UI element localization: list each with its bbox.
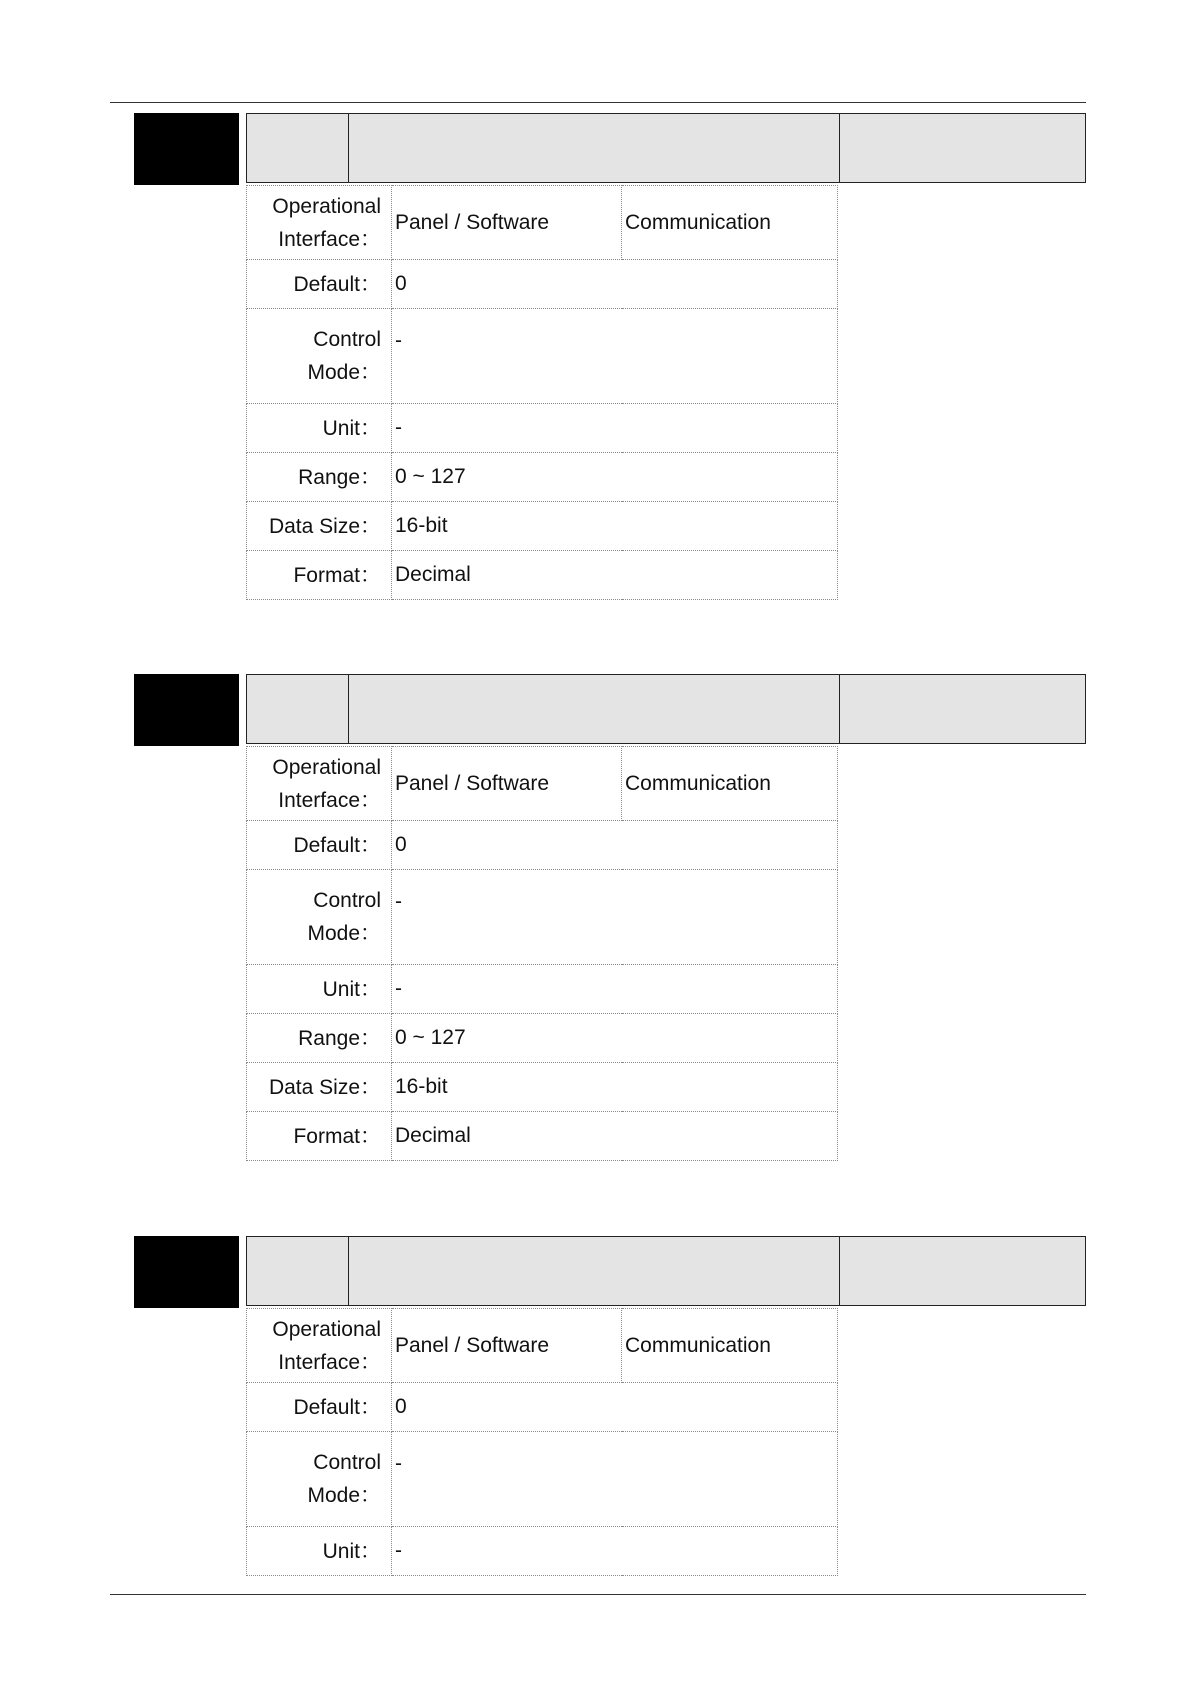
- range-value: 0 ~ 127: [392, 1014, 838, 1063]
- table-row: [247, 309, 838, 404]
- data-size-value: 16-bit: [392, 1063, 838, 1112]
- header-cell-name: [348, 675, 840, 743]
- table-row: [247, 821, 838, 870]
- range-value: 0 ~ 127: [392, 453, 838, 502]
- interface-option-panel: Panel / Software: [392, 186, 622, 260]
- unit-label: Unit：: [247, 1527, 392, 1576]
- parameter-header: [246, 113, 1086, 183]
- unit-value: -: [392, 1527, 838, 1576]
- table-row: [247, 186, 838, 260]
- format-label: Format：: [247, 1112, 392, 1161]
- header-cell-address: [839, 1237, 1086, 1305]
- unit-value: -: [392, 965, 838, 1014]
- table-row: [247, 965, 838, 1014]
- format-value: Decimal: [392, 551, 838, 600]
- table-row: [247, 747, 838, 821]
- header-cell-name: [348, 114, 840, 182]
- unit-value: -: [392, 404, 838, 453]
- table-row: [247, 1063, 838, 1112]
- parameter-header: [246, 1236, 1086, 1306]
- control-mode-value: -: [392, 870, 838, 965]
- parameter-table: [246, 185, 838, 600]
- header-cell-address: [839, 675, 1086, 743]
- table-row: [247, 1527, 838, 1576]
- table-row: [247, 1309, 838, 1383]
- default-value: 0: [392, 260, 838, 309]
- parameter-header: [246, 674, 1086, 744]
- format-label: Format：: [247, 551, 392, 600]
- format-value: Decimal: [392, 1112, 838, 1161]
- table-row: [247, 502, 838, 551]
- operational-interface-label: Operational Interface：: [247, 747, 392, 821]
- control-mode-label: Control Mode：: [247, 870, 392, 965]
- operational-interface-label: Operational Interface：: [247, 1309, 392, 1383]
- data-size-label: Data Size：: [247, 1063, 392, 1112]
- header-cell-code: [247, 675, 349, 743]
- interface-option-panel: Panel / Software: [392, 747, 622, 821]
- header-cell-name: [348, 1237, 840, 1305]
- table-row: [247, 1383, 838, 1432]
- table-row: [247, 1014, 838, 1063]
- top-rule: [110, 102, 1086, 103]
- table-row: [247, 453, 838, 502]
- interface-option-panel: Panel / Software: [392, 1309, 622, 1383]
- interface-option-communication: Communication: [622, 186, 838, 260]
- data-size-label: Data Size：: [247, 502, 392, 551]
- default-label: Default：: [247, 821, 392, 870]
- table-row: [247, 260, 838, 309]
- range-label: Range：: [247, 453, 392, 502]
- control-mode-value: -: [392, 1432, 838, 1527]
- control-mode-label: Control Mode：: [247, 1432, 392, 1527]
- unit-label: Unit：: [247, 965, 392, 1014]
- table-row: [247, 404, 838, 453]
- control-mode-label: Control Mode：: [247, 309, 392, 404]
- default-label: Default：: [247, 1383, 392, 1432]
- table-row: [247, 870, 838, 965]
- table-row: [247, 551, 838, 600]
- parameter-code-tab: [134, 113, 239, 185]
- data-size-value: 16-bit: [392, 502, 838, 551]
- parameter-table: [246, 746, 838, 1161]
- interface-option-communication: Communication: [622, 747, 838, 821]
- header-cell-code: [247, 1237, 349, 1305]
- parameter-code-tab: [134, 1236, 239, 1308]
- default-value: 0: [392, 1383, 838, 1432]
- table-row: [247, 1112, 838, 1161]
- table-row: [247, 1432, 838, 1527]
- operational-interface-label: Operational Interface：: [247, 186, 392, 260]
- header-cell-address: [839, 114, 1086, 182]
- control-mode-value: -: [392, 309, 838, 404]
- parameter-table: [246, 1308, 838, 1576]
- header-cell-code: [247, 114, 349, 182]
- parameter-code-tab: [134, 674, 239, 746]
- default-label: Default：: [247, 260, 392, 309]
- interface-option-communication: Communication: [622, 1309, 838, 1383]
- unit-label: Unit：: [247, 404, 392, 453]
- range-label: Range：: [247, 1014, 392, 1063]
- default-value: 0: [392, 821, 838, 870]
- bottom-rule: [110, 1594, 1086, 1595]
